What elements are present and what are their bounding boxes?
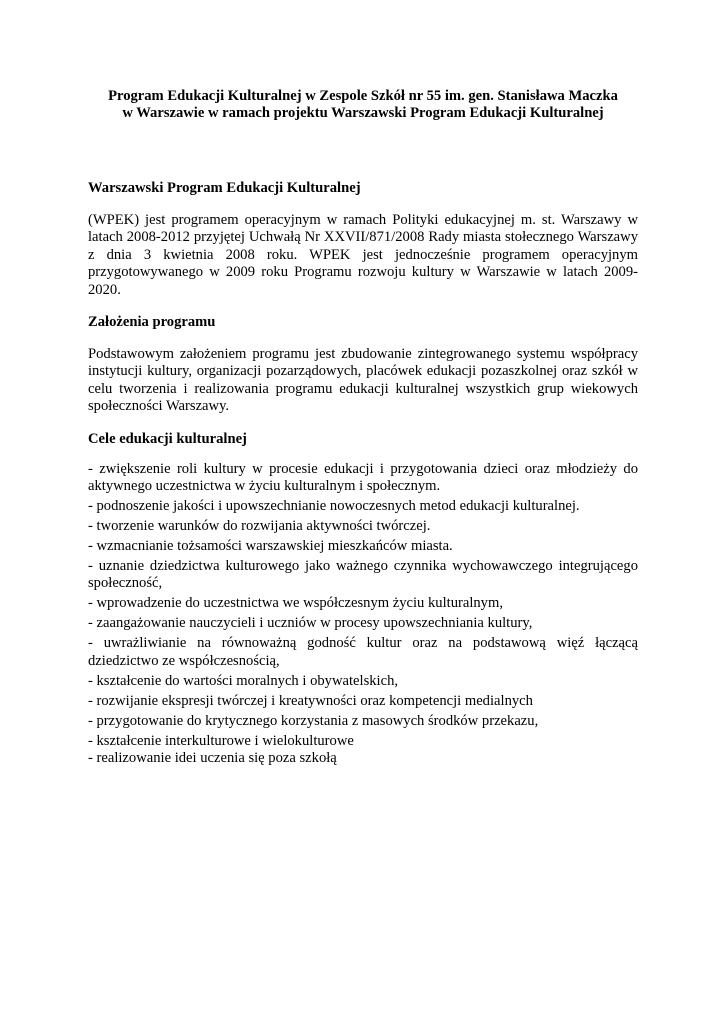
goal-item: - uwrażliwianie na równoważną godność kultur oraz na podstawową więź łączącą dziedzictwo ze współczesnością, — [88, 635, 638, 669]
section-paragraph-wpek: (WPEK) jest programem operacyjnym w ramach Polityki edukacyjnej m. st. Warszawy w latach 2008-2012 przyjętej Uchwałą Nr XXVII/871/2008 Rady miasta stołecznego Warszawy z dnia 3 kwietnia 2008 roku. WPEK jest jednocześnie programem operacyjnym przygotowywanego w 2009 roku Programu rozwoju kultury w Warszawie w latach 2009-2020. — [88, 212, 638, 298]
section-heading-wpek: Warszawski Program Edukacji Kulturalnej — [88, 180, 361, 196]
goal-item: - kształcenie do wartości moralnych i obywatelskich, — [88, 672, 399, 689]
goal-item: - zaangażowanie nauczycieli i uczniów w procesy upowszechniania kultury, — [88, 615, 533, 632]
section-paragraph-zalozenia: Podstawowym założeniem programu jest zbudowanie zintegrowanego systemu współpracy instytucji kultury, organizacji pozarządowych, placówek edukacji pozaszkolnej oraz szkół w celu tworzenia i realizowania programu edukacji kulturalnej wszystkich grup wiekowych społeczności Warszawy. — [88, 346, 638, 415]
goal-item: - tworzenie warunków do rozwijania aktywności twórczej. — [88, 518, 431, 535]
goal-item: - podnoszenie jakości i upowszechnianie nowoczesnych metod edukacji kulturalnej. — [88, 498, 580, 515]
section-heading-cele: Cele edukacji kulturalnej — [88, 430, 247, 447]
document-title-line-1: Program Edukacji Kulturalnej w Zespole Szkół nr 55 im. gen. Stanisława Maczka — [108, 88, 618, 104]
goals-list — [88, 461, 638, 768]
goal-item: - wprowadzenie do uczestnictwa we współczesnym życiu kulturalnym, — [88, 595, 503, 612]
document-title — [88, 88, 638, 122]
section-heading-zalozenia: Założenia programu — [88, 314, 216, 331]
document-page — [88, 88, 638, 768]
goal-item: - kształcenie interkulturowe i wielokulturowe — [88, 732, 354, 749]
goal-item: - zwiększenie roli kultury w procesie edukacji i przygotowania dzieci oraz młodzieży do aktywnego uczestnictwa w życiu kulturalnym i społecznym. — [88, 460, 638, 495]
goal-item: - uznanie dziedzictwa kulturowego jako ważnego czynnika wychowawczego integrującego społeczność, — [88, 558, 638, 592]
goal-item: - rozwijanie ekspresji twórczej i kreatywności oraz kompetencji medialnych — [88, 692, 533, 709]
document-title-line-2: w Warszawie w ramach projektu Warszawski Program Edukacji Kulturalnej — [122, 105, 604, 121]
goal-item: - realizowanie idei uczenia się poza szkołą — [88, 750, 337, 767]
goal-item: - wzmacnianie tożsamości warszawskiej mieszkańców miasta. — [88, 538, 453, 555]
goal-item: - przygotowanie do krytycznego korzystania z masowych środków przekazu, — [88, 712, 539, 729]
